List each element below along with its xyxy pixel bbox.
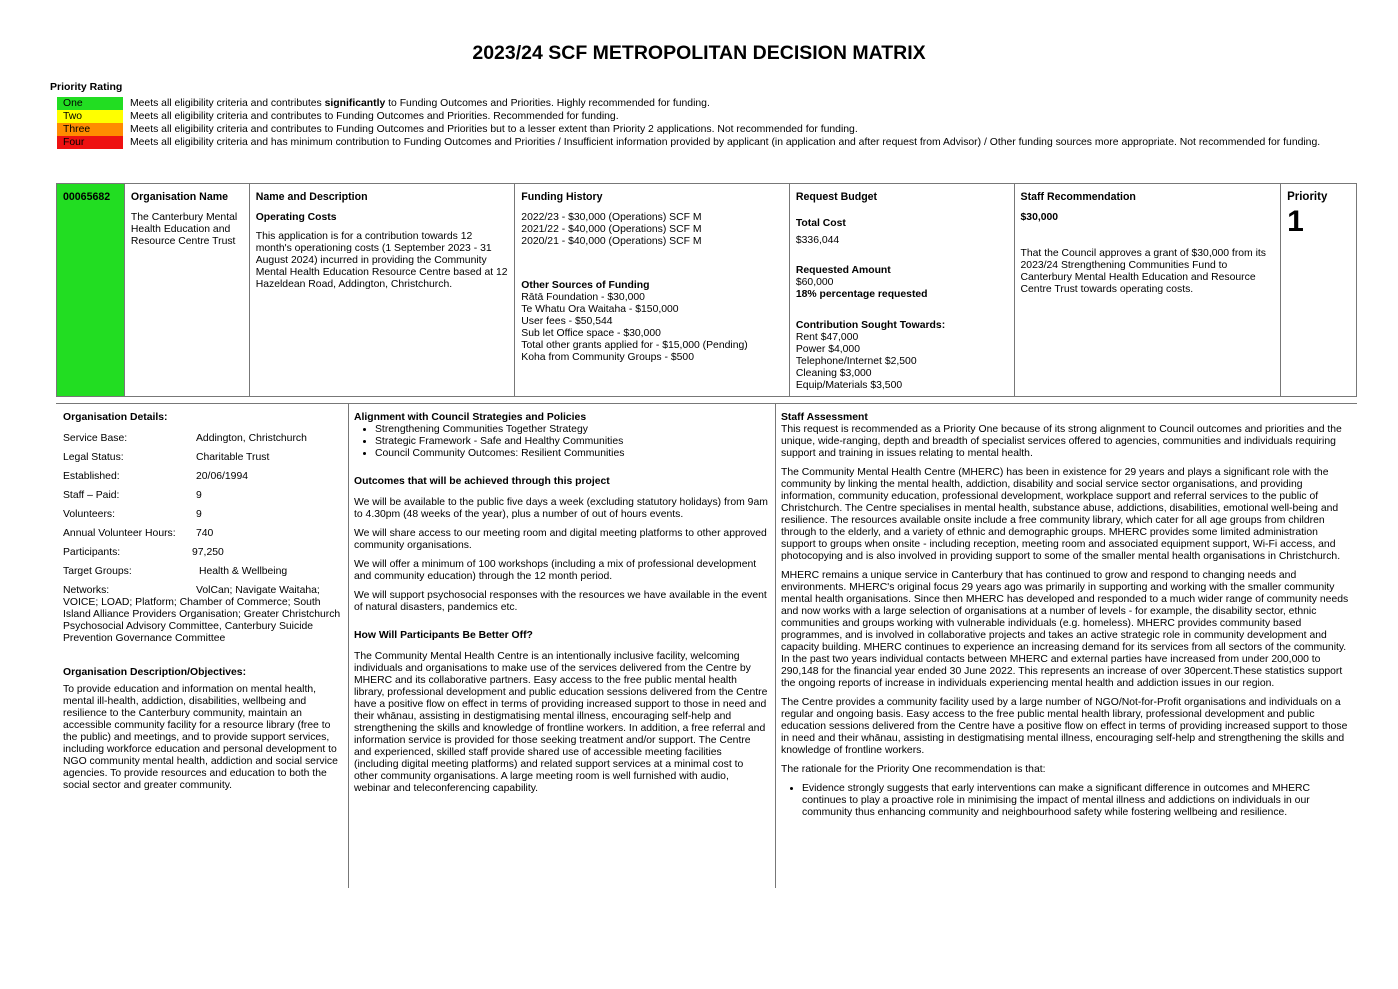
detail-row bbox=[63, 433, 343, 452]
funding-history-header: Funding History bbox=[521, 191, 603, 203]
priority-swatch-four: Four bbox=[57, 136, 123, 149]
assessment-paragraph: This request is recommended as a Priority One because of its strong alignment to Council outcomes and priorities and the unique, wide-ranging, depth and breadth of specialist services offered to agencies, communities and individuals requiring support and training in issues relating to mental health. bbox=[781, 424, 1342, 459]
detail-label: Established: bbox=[63, 471, 120, 482]
assessment-paragraph: MHERC remains a unique service in Canterbury that has continued to grow and respond to changing needs and environments. MHERC's original focus 29 years ago was primarily in supporting and working with the smaller community mental health organisations. Since then MHERC has developed and responded to a much wider range of community needs and now works with a large selection of organisations at a number of levels - for example, the disability sector, ethnic communities and groups working with vulnerable individuals (e.g. homeless). MHERC provides community based programmes, and is involved in collaborative projects and takes an active strategic role in community development and capacity building. MHERC continues to experience an increasing demand for its services from all sectors of the community. In the past two years individual contacts between MHERC and external parties have increased from under 200,000 to 290,148 for the financial year ended 30 June 2022. This represents an increase of over 30percent.These statistics support the ongoing reports of increase in individuals experiencing mental health and addiction issues in our region. bbox=[781, 570, 1349, 689]
better-off-header: How Will Participants Be Better Off? bbox=[354, 630, 533, 641]
staff-assessment-header: Staff Assessment bbox=[781, 412, 868, 423]
decision-matrix bbox=[56, 183, 1357, 397]
detail-value: Addington, Christchurch bbox=[196, 433, 307, 444]
contribution-item: Rent $47,000 bbox=[795, 332, 859, 343]
alignment-list bbox=[354, 424, 768, 460]
priority-row-four bbox=[57, 136, 1347, 149]
assessment-paragraph: The Centre provides a community facility used by a large number of NGO/Not-for-Profit organisations and individuals on a regular and ongoing basis. Easy access to the free public mental health library, professional development and public education sessions delivered from the Centre have a positive flow on effect in terms of providing increased support to those in need and their whānau, assisting in destigmatising mental illness, encouraging self-help and strengthening the skills and knowledge of frontline workers. bbox=[781, 697, 1348, 756]
detail-value: Charitable Trust bbox=[196, 452, 270, 463]
priority-desc-three: Meets all eligibility criteria and contributes to Funding Outcomes and Priorities but to a lesser extent than Priority 2 applications. Not recommended for funding. bbox=[130, 124, 858, 135]
networks-label: Networks: bbox=[63, 585, 110, 596]
other-source-item: Rātā Foundation - $30,000 bbox=[521, 292, 645, 303]
organisation-description: To provide education and information on mental health, mental ill-health, addiction, disabilities, wellbeing and resilience to the Canterbury community, maintain an accessible community facility for a resource library (free to the public) and meetings, and to provide support services, including workforce education and personal development to NGO community mental health, addiction and social service agencies. To provide resources and education to both the social sector and greater community. bbox=[63, 684, 338, 791]
organisation-description-header: Organisation Description/Objectives: bbox=[63, 667, 247, 678]
priority-cell bbox=[1281, 184, 1356, 396]
request-budget-cell bbox=[790, 184, 1015, 396]
project-description: This application is for a contribution towards 12 month's operationing costs (1 September 2023 - 31 August 2024) incurred in providing the Community Mental Health Education Resource Centre based at 12 Hazeldean Road, Addington, Christchurch. bbox=[255, 231, 508, 290]
staff-recommendation-text: That the Council approves a grant of $30,000 from its 2023/24 Strengthening Communities Fund to Canterbury Mental Health Education and Resource Centre Trust towards operating costs. bbox=[1020, 248, 1266, 295]
detail-label: Legal Status: bbox=[63, 452, 124, 463]
detail-label: Volunteers: bbox=[63, 509, 115, 520]
detail-label: Target Groups: bbox=[63, 566, 132, 577]
requested-percentage: 18% percentage requested bbox=[795, 289, 928, 300]
application-id: 00065682 bbox=[63, 191, 111, 203]
detail-row bbox=[63, 490, 343, 509]
assessment-paragraph: The rationale for the Priority One recommendation is that: bbox=[781, 764, 1046, 775]
description-header: Name and Description bbox=[255, 191, 368, 203]
detail-value: 9 bbox=[196, 490, 202, 501]
detail-value: 740 bbox=[196, 528, 214, 539]
funding-history-item: 2021/22 - $40,000 (Operations) SCF M bbox=[521, 224, 702, 235]
detail-value: 20/06/1994 bbox=[196, 471, 249, 482]
description-cell bbox=[250, 184, 516, 396]
organisation-details bbox=[63, 412, 343, 792]
contribution-item: Power $4,000 bbox=[795, 344, 860, 355]
alignment-section bbox=[354, 412, 768, 795]
staff-assessment-section bbox=[781, 412, 1351, 819]
priority-legend bbox=[57, 97, 1347, 149]
priority-desc-four: Meets all eligibility criteria and has minimum contribution to Funding Outcomes and Priorities / Insufficient information provided by applicant (in application and after request from Advisor) / Other funding sources more appropriate. Not recommended for funding. bbox=[130, 137, 1321, 148]
detail-label: Annual Volunteer Hours: bbox=[63, 528, 176, 539]
detail-value: 9 bbox=[196, 509, 202, 520]
detail-label: Participants: bbox=[63, 547, 121, 558]
outcome-item: We will share access to our meeting room and digital meeting platforms to other approved community organisations. bbox=[354, 528, 767, 551]
detail-row bbox=[63, 452, 343, 471]
contribution-item: Cleaning $3,000 bbox=[795, 368, 872, 379]
networks-row bbox=[63, 585, 343, 597]
assessment-paragraph: The Community Mental Health Centre (MHERC) has been in existence for 29 years and plays a significant role with the community by linking the mental health, addiction, disability and social service sector organisations, and providing information, community education, professional development, workplace support and referral services to the public of Christchurch. The Centre specialises in mental health, substance abuse, addictions, disabilities, emotional well-being and resilience. The resources available onsite include a free community library, which cater for all age groups from children through to the elderly, and a variety of ethnic and demographic groups. MHERC provides some limited administration support to groups when onsite - including reception, meeting room and associated equipment support, Wi-Fi access, and photocopying and is also involved in providing support to some of the smaller mental health organisations in Christchurch. bbox=[781, 467, 1341, 562]
priority-row-two bbox=[57, 110, 1347, 123]
networks-value: VOICE; LOAD; Platform; Chamber of Commerce; South Island Alliance Providers Organisation; Greater Christchurch Psychosocial Advisory Committee, Canterbury Suicide Prevention Governance Committee bbox=[63, 597, 341, 644]
requested-amount-label: Requested Amount bbox=[795, 265, 891, 276]
other-sources-header: Other Sources of Funding bbox=[521, 280, 650, 291]
project-title: Operating Costs bbox=[255, 212, 337, 223]
networks-first: VolCan; Navigate Waitaha; bbox=[196, 585, 320, 596]
outcomes-header: Outcomes that will be achieved through this project bbox=[354, 476, 610, 487]
outcome-item: We will be available to the public five days a week (excluding statutory holidays) from 9am to 4.30pm (48 weeks of the year), plus a number of out of hours events. bbox=[354, 497, 768, 520]
total-cost-label: Total Cost bbox=[795, 218, 846, 229]
priority-row-three bbox=[57, 123, 1347, 136]
priority-swatch-two: Two bbox=[57, 110, 123, 123]
other-source-item: Koha from Community Groups - $500 bbox=[521, 352, 694, 363]
priority-header: Priority bbox=[1287, 191, 1328, 203]
organisation-name-header: Organisation Name bbox=[130, 191, 229, 203]
alignment-item: • Strengthening Communities Together Strategy bbox=[375, 424, 768, 436]
staff-recommended-amount: $30,000 bbox=[1020, 212, 1059, 223]
detail-value: Health & Wellbeing bbox=[199, 566, 288, 577]
organisation-details-header: Organisation Details: bbox=[63, 412, 168, 423]
funding-history-item: 2022/23 - $30,000 (Operations) SCF M bbox=[521, 212, 702, 223]
priority-row-one bbox=[57, 97, 1347, 110]
detail-row bbox=[63, 471, 343, 490]
rationale-list bbox=[781, 783, 1351, 819]
outcome-item: We will offer a minimum of 100 workshops (including a mix of professional development and community education) through the 12 month period. bbox=[354, 559, 757, 582]
organisation-name: The Canterbury Mental Health Education and Resource Centre Trust bbox=[130, 212, 238, 247]
detail-row bbox=[63, 509, 343, 528]
funding-history-cell bbox=[515, 184, 790, 396]
detail-row bbox=[63, 566, 343, 585]
detail-value: 97,250 bbox=[192, 547, 224, 558]
priority-desc-two: Meets all eligibility criteria and contributes to Funding Outcomes and Priorities. Recommended for funding. bbox=[130, 111, 619, 122]
column-divider bbox=[775, 403, 776, 888]
other-source-item: Sub let Office space - $30,000 bbox=[521, 328, 661, 339]
detail-label: Service Base: bbox=[63, 433, 128, 444]
detail-label: Staff – Paid: bbox=[63, 490, 120, 501]
priority-value: 1 bbox=[1287, 205, 1304, 238]
contribution-item: Telephone/Internet $2,500 bbox=[795, 356, 917, 367]
detail-row bbox=[63, 547, 343, 566]
other-source-item: Te Whatu Ora Waitaha - $150,000 bbox=[521, 304, 679, 315]
priority-swatch-three: Three bbox=[57, 123, 123, 136]
alignment-item: • Strategic Framework - Safe and Healthy Communities bbox=[375, 436, 768, 448]
funding-history-item: 2020/21 - $40,000 (Operations) SCF M bbox=[521, 236, 702, 247]
staff-recommendation-cell bbox=[1015, 184, 1282, 396]
contribution-label: Contribution Sought Towards: bbox=[795, 320, 946, 331]
better-off-text: The Community Mental Health Centre is an intentionally inclusive facility, welcoming individuals and organisations to make use of the services delivered from the Centre by MHERC and its collaborative partners. Easy access to the free public mental health library, professional development and public education sessions delivered from the Centre have a positive flow on effect in terms of providing increased support to those in need and their whānau, assisting in destigmatising mental illness, encouraging self-help and strengthening the skills and knowledge of frontline workers. In addition, a free referral and information service is provided for those seeking treatment and/or support. The Centre and experienced, skilled staff provide shared use of accessible meeting facilities (including digital meeting platforms) and related support services at a minimal cost to other community organisations. A large meeting room is well furnished with audio, webinar and teleconferencing capability. bbox=[354, 651, 768, 794]
staff-recommendation-header: Staff Recommendation bbox=[1020, 191, 1136, 203]
section-divider bbox=[56, 403, 1357, 404]
alignment-item: • Council Community Outcomes: Resilient Communities bbox=[375, 448, 768, 460]
requested-amount-value: $60,000 bbox=[795, 277, 834, 288]
request-budget-header: Request Budget bbox=[795, 191, 878, 203]
priority-swatch-one: One bbox=[57, 97, 123, 110]
total-cost-value: $336,044 bbox=[795, 235, 840, 246]
alignment-header: Alignment with Council Strategies and Policies bbox=[354, 412, 587, 423]
rationale-item: • Evidence strongly suggests that early interventions can make a significant difference in outcomes and MHERC continues to play a proactive role in minimising the impact of mental illness and addictions on individuals in our community thus enhancing community and neighbourhood safety while fostering wellbeing and resilience. bbox=[802, 783, 1351, 819]
priority-desc-one: Meets all eligibility criteria and contributes significantly to Funding Outcomes and Priorities. Highly recommended for funding. bbox=[130, 98, 710, 109]
column-divider bbox=[348, 403, 349, 888]
page-title: 2023/24 SCF METROPOLITAN DECISION MATRIX bbox=[472, 42, 926, 64]
organisation-name-cell bbox=[125, 184, 250, 396]
application-id-cell bbox=[57, 184, 125, 396]
contribution-item: Equip/Materials $3,500 bbox=[795, 380, 903, 391]
other-source-item: Total other grants applied for - $15,000 (Pending) bbox=[521, 340, 748, 351]
detail-row bbox=[63, 528, 343, 547]
priority-rating-label: Priority Rating bbox=[50, 81, 123, 93]
other-source-item: User fees - $50,544 bbox=[521, 316, 613, 327]
outcome-item: We will support psychosocial responses with the resources we have available in the event of natural disasters, pandemics etc. bbox=[354, 590, 767, 613]
